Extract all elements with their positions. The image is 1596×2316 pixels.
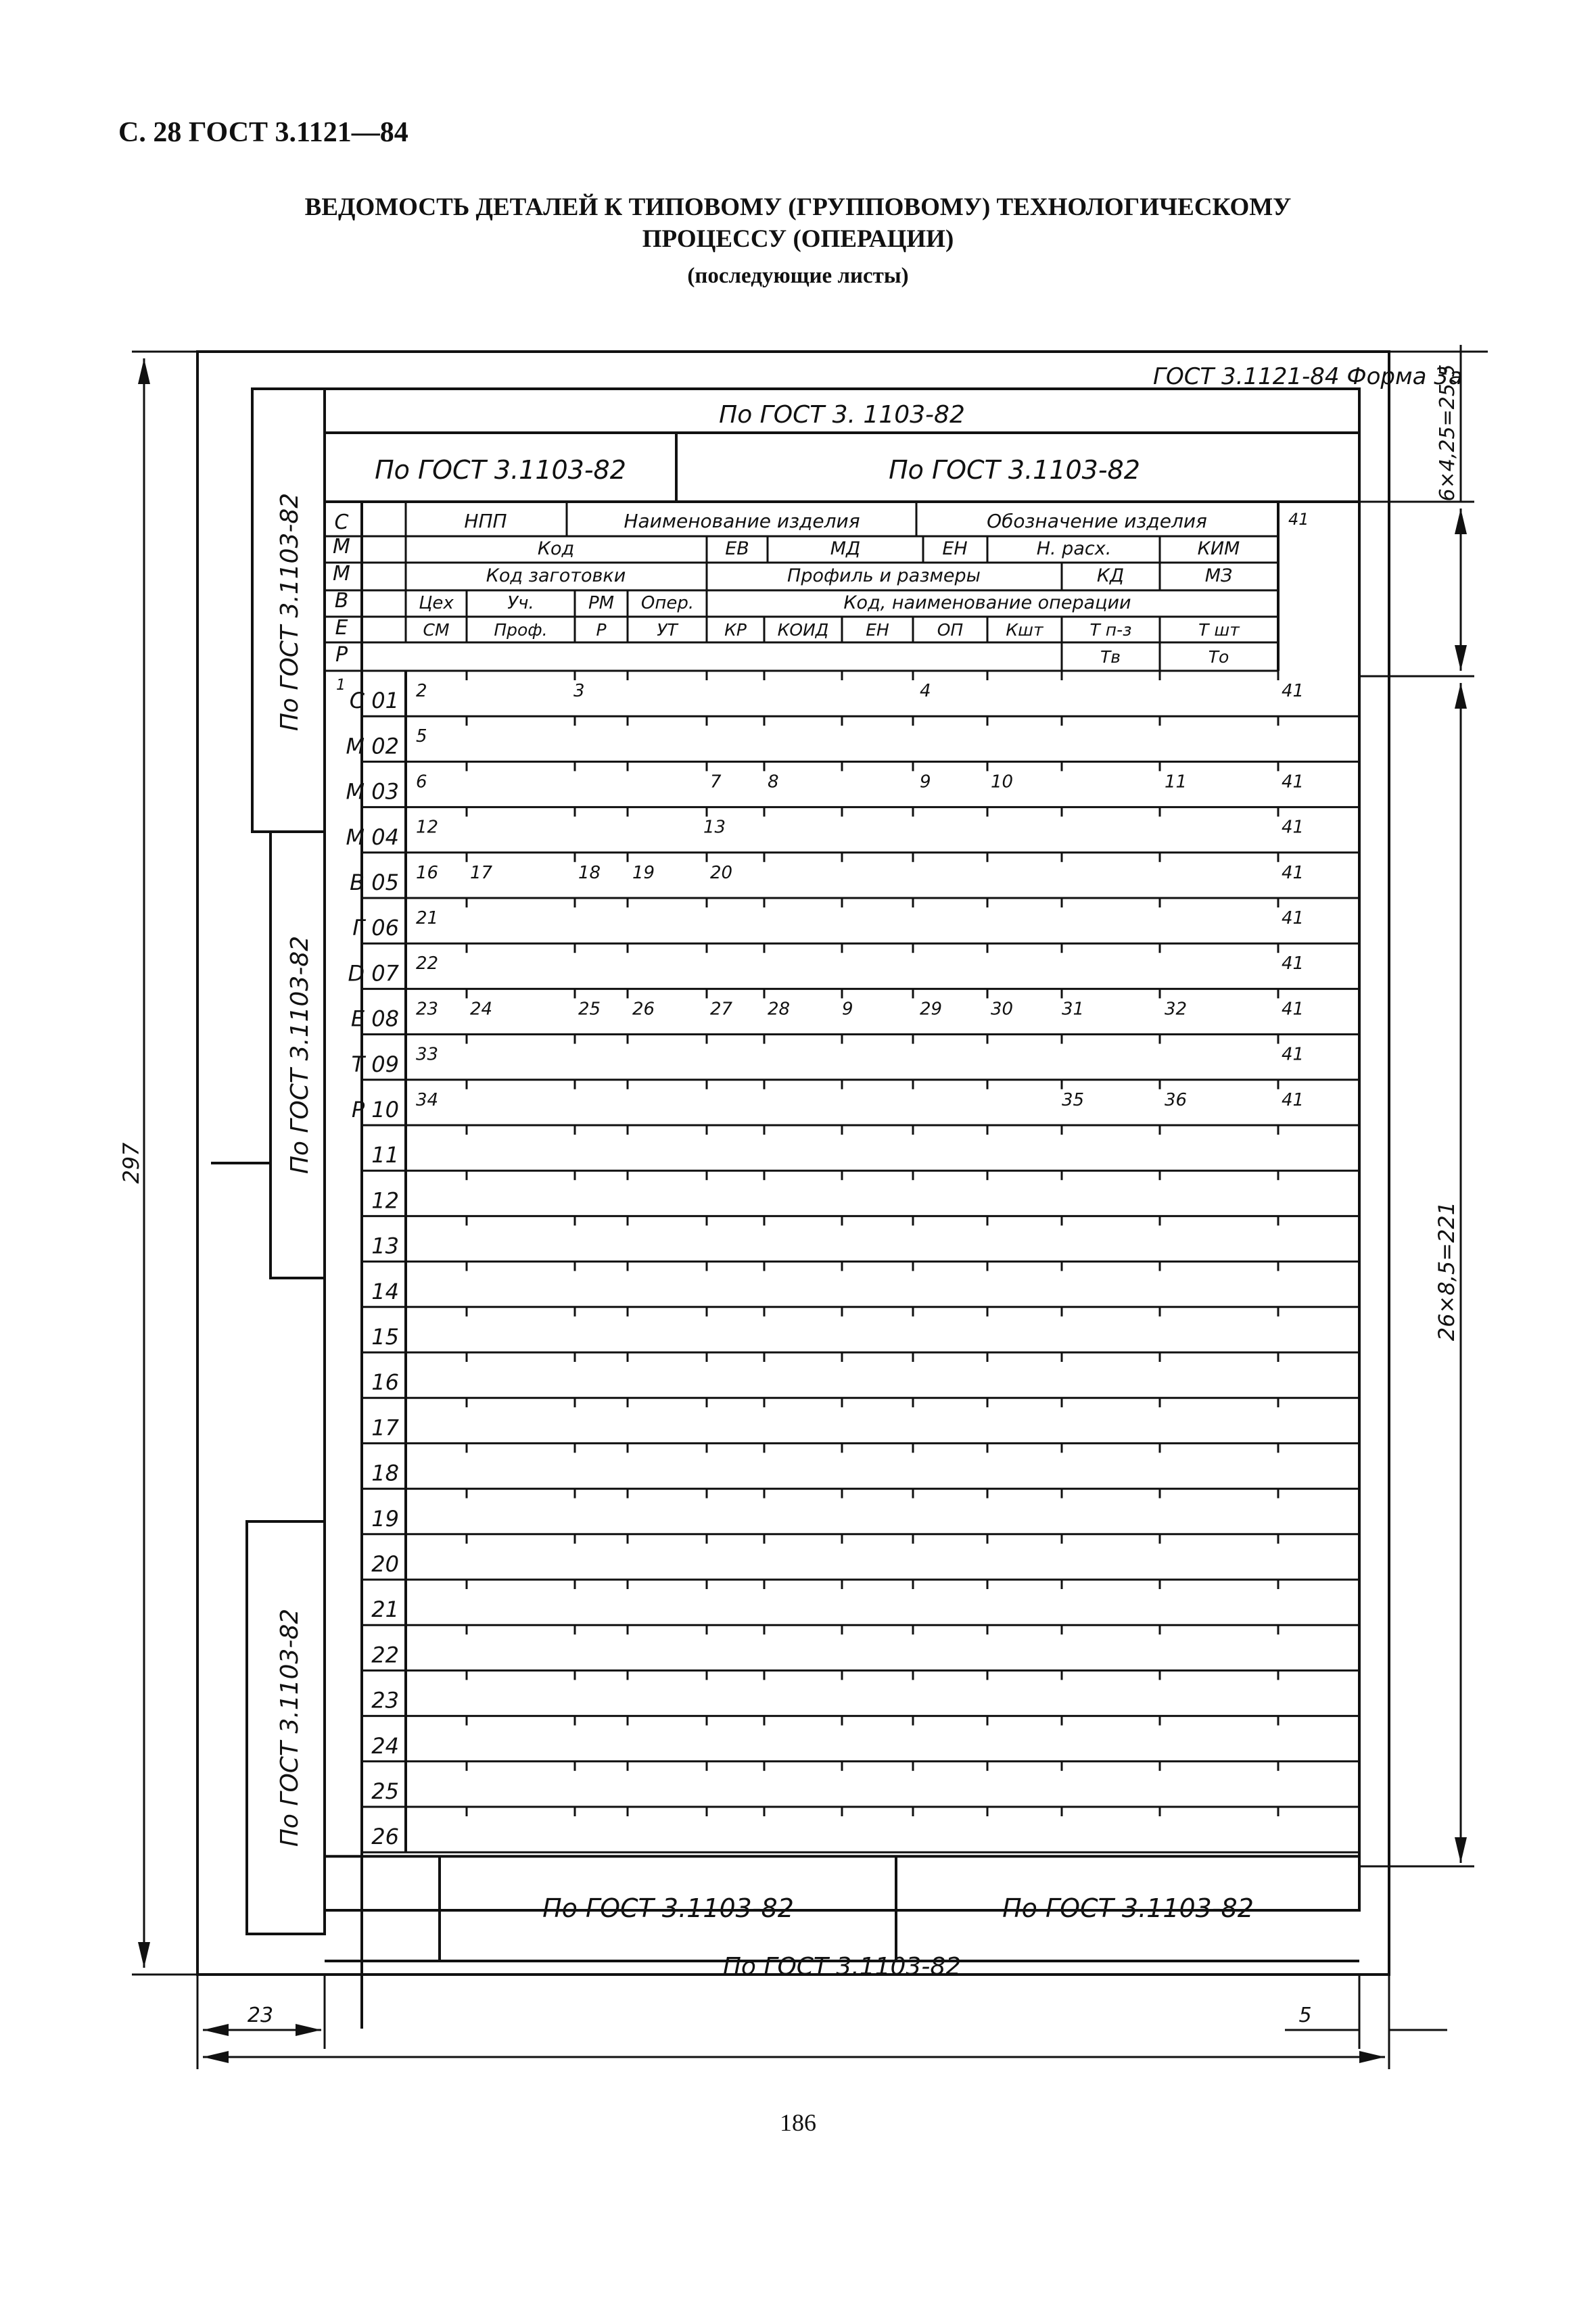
- row-label: Г 06: [352, 915, 399, 941]
- page-number: 186: [780, 2109, 816, 2136]
- footer-gost-right: По ГОСТ 3.1103-82: [1002, 1893, 1254, 1923]
- arrowhead: [203, 2051, 229, 2063]
- field-number: 41: [1282, 908, 1305, 928]
- field-number: 5: [416, 726, 427, 747]
- dimension-label: 6×4,25=25,5: [1436, 364, 1459, 502]
- field-number: 23: [416, 999, 439, 1020]
- side-stamp-text: По ГОСТ 3.1103-82: [276, 1608, 304, 1847]
- field-number: 27: [710, 999, 733, 1020]
- document-title-line2: ПРОЦЕССУ (ОПЕРАЦИИ): [642, 225, 954, 253]
- header-row-letter: М: [333, 535, 350, 559]
- header-row-letter: Е: [335, 616, 348, 640]
- row-label: D 07: [348, 960, 399, 987]
- arrowhead: [1455, 645, 1467, 671]
- row-label: 24: [371, 1732, 399, 1759]
- field-number: 28: [768, 999, 791, 1020]
- header-cell: Уч.: [507, 593, 534, 613]
- field-number: 9: [920, 772, 931, 793]
- field-number: 2: [416, 681, 427, 701]
- header-cell: Цех: [419, 593, 454, 613]
- field-number: 41: [1282, 681, 1305, 701]
- bottom-gost-ref: По ГОСТ 3.1103-82: [722, 1953, 962, 1981]
- arrowhead: [1455, 683, 1467, 709]
- field-number: 7: [710, 772, 722, 793]
- field-number: 13: [703, 817, 726, 838]
- field-number: 18: [578, 862, 601, 883]
- header-cell: Опер.: [640, 593, 695, 613]
- row-label: Т 09: [351, 1051, 399, 1077]
- header-cell: ОП: [937, 620, 964, 640]
- header-cell: КИМ: [1197, 538, 1240, 559]
- field-number: 25: [578, 999, 601, 1020]
- field-number: 33: [416, 1044, 439, 1065]
- row-label: 16: [371, 1369, 399, 1396]
- field-number: 41: [1282, 862, 1305, 883]
- header-cell: Профиль и размеры: [787, 565, 981, 586]
- header-cell: То: [1208, 647, 1229, 667]
- field-number: 8: [768, 772, 779, 793]
- field-number: 4: [920, 681, 931, 701]
- arrowhead: [203, 2024, 229, 2036]
- row-label: 25: [371, 1778, 399, 1804]
- row-label: 15: [371, 1324, 399, 1350]
- stamp-gost-left: По ГОСТ 3.1103-82: [375, 455, 626, 485]
- header-cell: Н. расх.: [1036, 538, 1112, 559]
- field-number: 1: [336, 677, 346, 694]
- header-cell: Наименование изделия: [624, 510, 860, 532]
- header-cell: Т шт: [1198, 620, 1240, 640]
- field-number: 30: [991, 999, 1014, 1020]
- arrowhead: [1455, 1837, 1467, 1863]
- row-label: С 01: [349, 688, 399, 714]
- row-label: 20: [371, 1551, 399, 1577]
- field-number: 9: [842, 999, 853, 1020]
- row-label: М 04: [346, 824, 399, 850]
- row-label: Р 10: [351, 1097, 399, 1122]
- row-label: 26: [371, 1824, 399, 1850]
- row-label: 22: [371, 1642, 399, 1668]
- field-number: 19: [632, 862, 655, 883]
- header-cell: Кшт: [1006, 620, 1043, 640]
- arrowhead: [1359, 2051, 1385, 2063]
- header-row-letter: С: [334, 511, 349, 534]
- row-label: 11: [371, 1142, 399, 1168]
- header-cell: Код, наименование операции: [843, 592, 1131, 613]
- row-label: 17: [371, 1415, 399, 1441]
- field-number: 6: [416, 772, 427, 793]
- document-title-line1: ВЕДОМОСТЬ ДЕТАЛЕЙ К ТИПОВОМУ (ГРУППОВОМУ) ТЕХНОЛОГИЧЕСКОМУ: [304, 193, 1292, 221]
- arrowhead: [296, 2024, 321, 2036]
- row-label: 21: [371, 1597, 399, 1623]
- header-cell: ЕН: [866, 620, 889, 640]
- header-cell: ЕН: [942, 538, 968, 559]
- header-cell: СМ: [423, 620, 450, 640]
- header-cell: РМ: [588, 593, 615, 613]
- row-label: 23: [371, 1687, 399, 1714]
- field-number: 11: [1165, 772, 1188, 793]
- header-cell: МД: [830, 538, 861, 559]
- header-cell: ЕВ: [725, 538, 749, 559]
- field-number: 41: [1282, 1089, 1305, 1110]
- header-cell: КД: [1096, 565, 1125, 586]
- field-number: 20: [710, 862, 733, 883]
- side-stamp-text: По ГОСТ 3.1103-82: [286, 935, 314, 1175]
- field-number: 26: [632, 999, 655, 1020]
- field-number: 17: [470, 862, 493, 883]
- header-cell: Т п-з: [1089, 620, 1132, 640]
- row-label: В 05: [350, 870, 399, 895]
- row-label: 14: [371, 1278, 399, 1304]
- field-number: 41: [1282, 1044, 1305, 1065]
- dimension-label: 297: [118, 1142, 144, 1184]
- header-cell: Р: [596, 620, 607, 640]
- field-number: 41: [1282, 817, 1305, 838]
- header-row-letter: М: [333, 562, 350, 586]
- header-cell: МЗ: [1204, 565, 1233, 586]
- row-label: М 03: [346, 778, 399, 805]
- field-number: 36: [1165, 1089, 1188, 1110]
- field-number: 29: [920, 999, 943, 1020]
- header-cell: Тв: [1100, 647, 1121, 667]
- header-cell: УТ: [657, 620, 678, 640]
- field-number: 35: [1062, 1089, 1085, 1110]
- field-number: 22: [416, 953, 439, 974]
- field-number: 10: [991, 772, 1014, 793]
- row-label: 19: [371, 1505, 399, 1532]
- side-stamp-text: По ГОСТ 3.1103-82: [276, 492, 304, 732]
- top-gost-ref: По ГОСТ 3. 1103-82: [719, 401, 965, 429]
- field-number: 21: [416, 908, 439, 928]
- document-subtitle: (последующие листы): [687, 264, 909, 288]
- field-number: 16: [416, 862, 439, 883]
- row-label: 12: [371, 1187, 399, 1214]
- header-cell: 41: [1288, 510, 1309, 529]
- header-cell: Проф.: [494, 620, 548, 640]
- header-cell: Код: [537, 538, 575, 559]
- form-label: ГОСТ 3.1121-84 Форма 3а: [1153, 363, 1463, 390]
- row-label: 13: [371, 1233, 399, 1259]
- dimension-label: 23: [247, 2004, 274, 2027]
- arrowhead: [138, 358, 150, 384]
- header-row-letter: В: [334, 589, 349, 613]
- field-number: 12: [416, 817, 439, 838]
- row-label: Е 08: [350, 1006, 399, 1032]
- field-number: 24: [470, 999, 493, 1020]
- header-cell: НПП: [464, 510, 507, 532]
- dimension-label: 5: [1298, 2004, 1312, 2027]
- footer-gost-mid: По ГОСТ 3.1103-82: [542, 1893, 794, 1923]
- stamp-gost-right: По ГОСТ 3.1103-82: [889, 455, 1140, 485]
- field-number: 34: [416, 1089, 439, 1110]
- field-number: 3: [573, 681, 585, 701]
- dimension-label: 26×8,5=221: [1434, 1201, 1459, 1342]
- field-number: 41: [1282, 999, 1305, 1020]
- header-cell: КОИД: [777, 620, 829, 640]
- arrowhead: [138, 1942, 150, 1968]
- page-header: С. 28 ГОСТ 3.1121—84: [118, 117, 408, 148]
- header-row-letter: Р: [335, 643, 348, 667]
- arrowhead: [1455, 509, 1467, 534]
- row-label: М 02: [346, 733, 399, 759]
- header-cell: Обозначение изделия: [987, 510, 1207, 532]
- field-number: 31: [1062, 999, 1085, 1020]
- header-cell: Код заготовки: [486, 565, 626, 586]
- field-number: 41: [1282, 953, 1305, 974]
- field-number: 32: [1165, 999, 1188, 1020]
- row-label: 18: [371, 1460, 399, 1486]
- header-cell: КР: [724, 620, 747, 640]
- field-number: 41: [1282, 772, 1305, 793]
